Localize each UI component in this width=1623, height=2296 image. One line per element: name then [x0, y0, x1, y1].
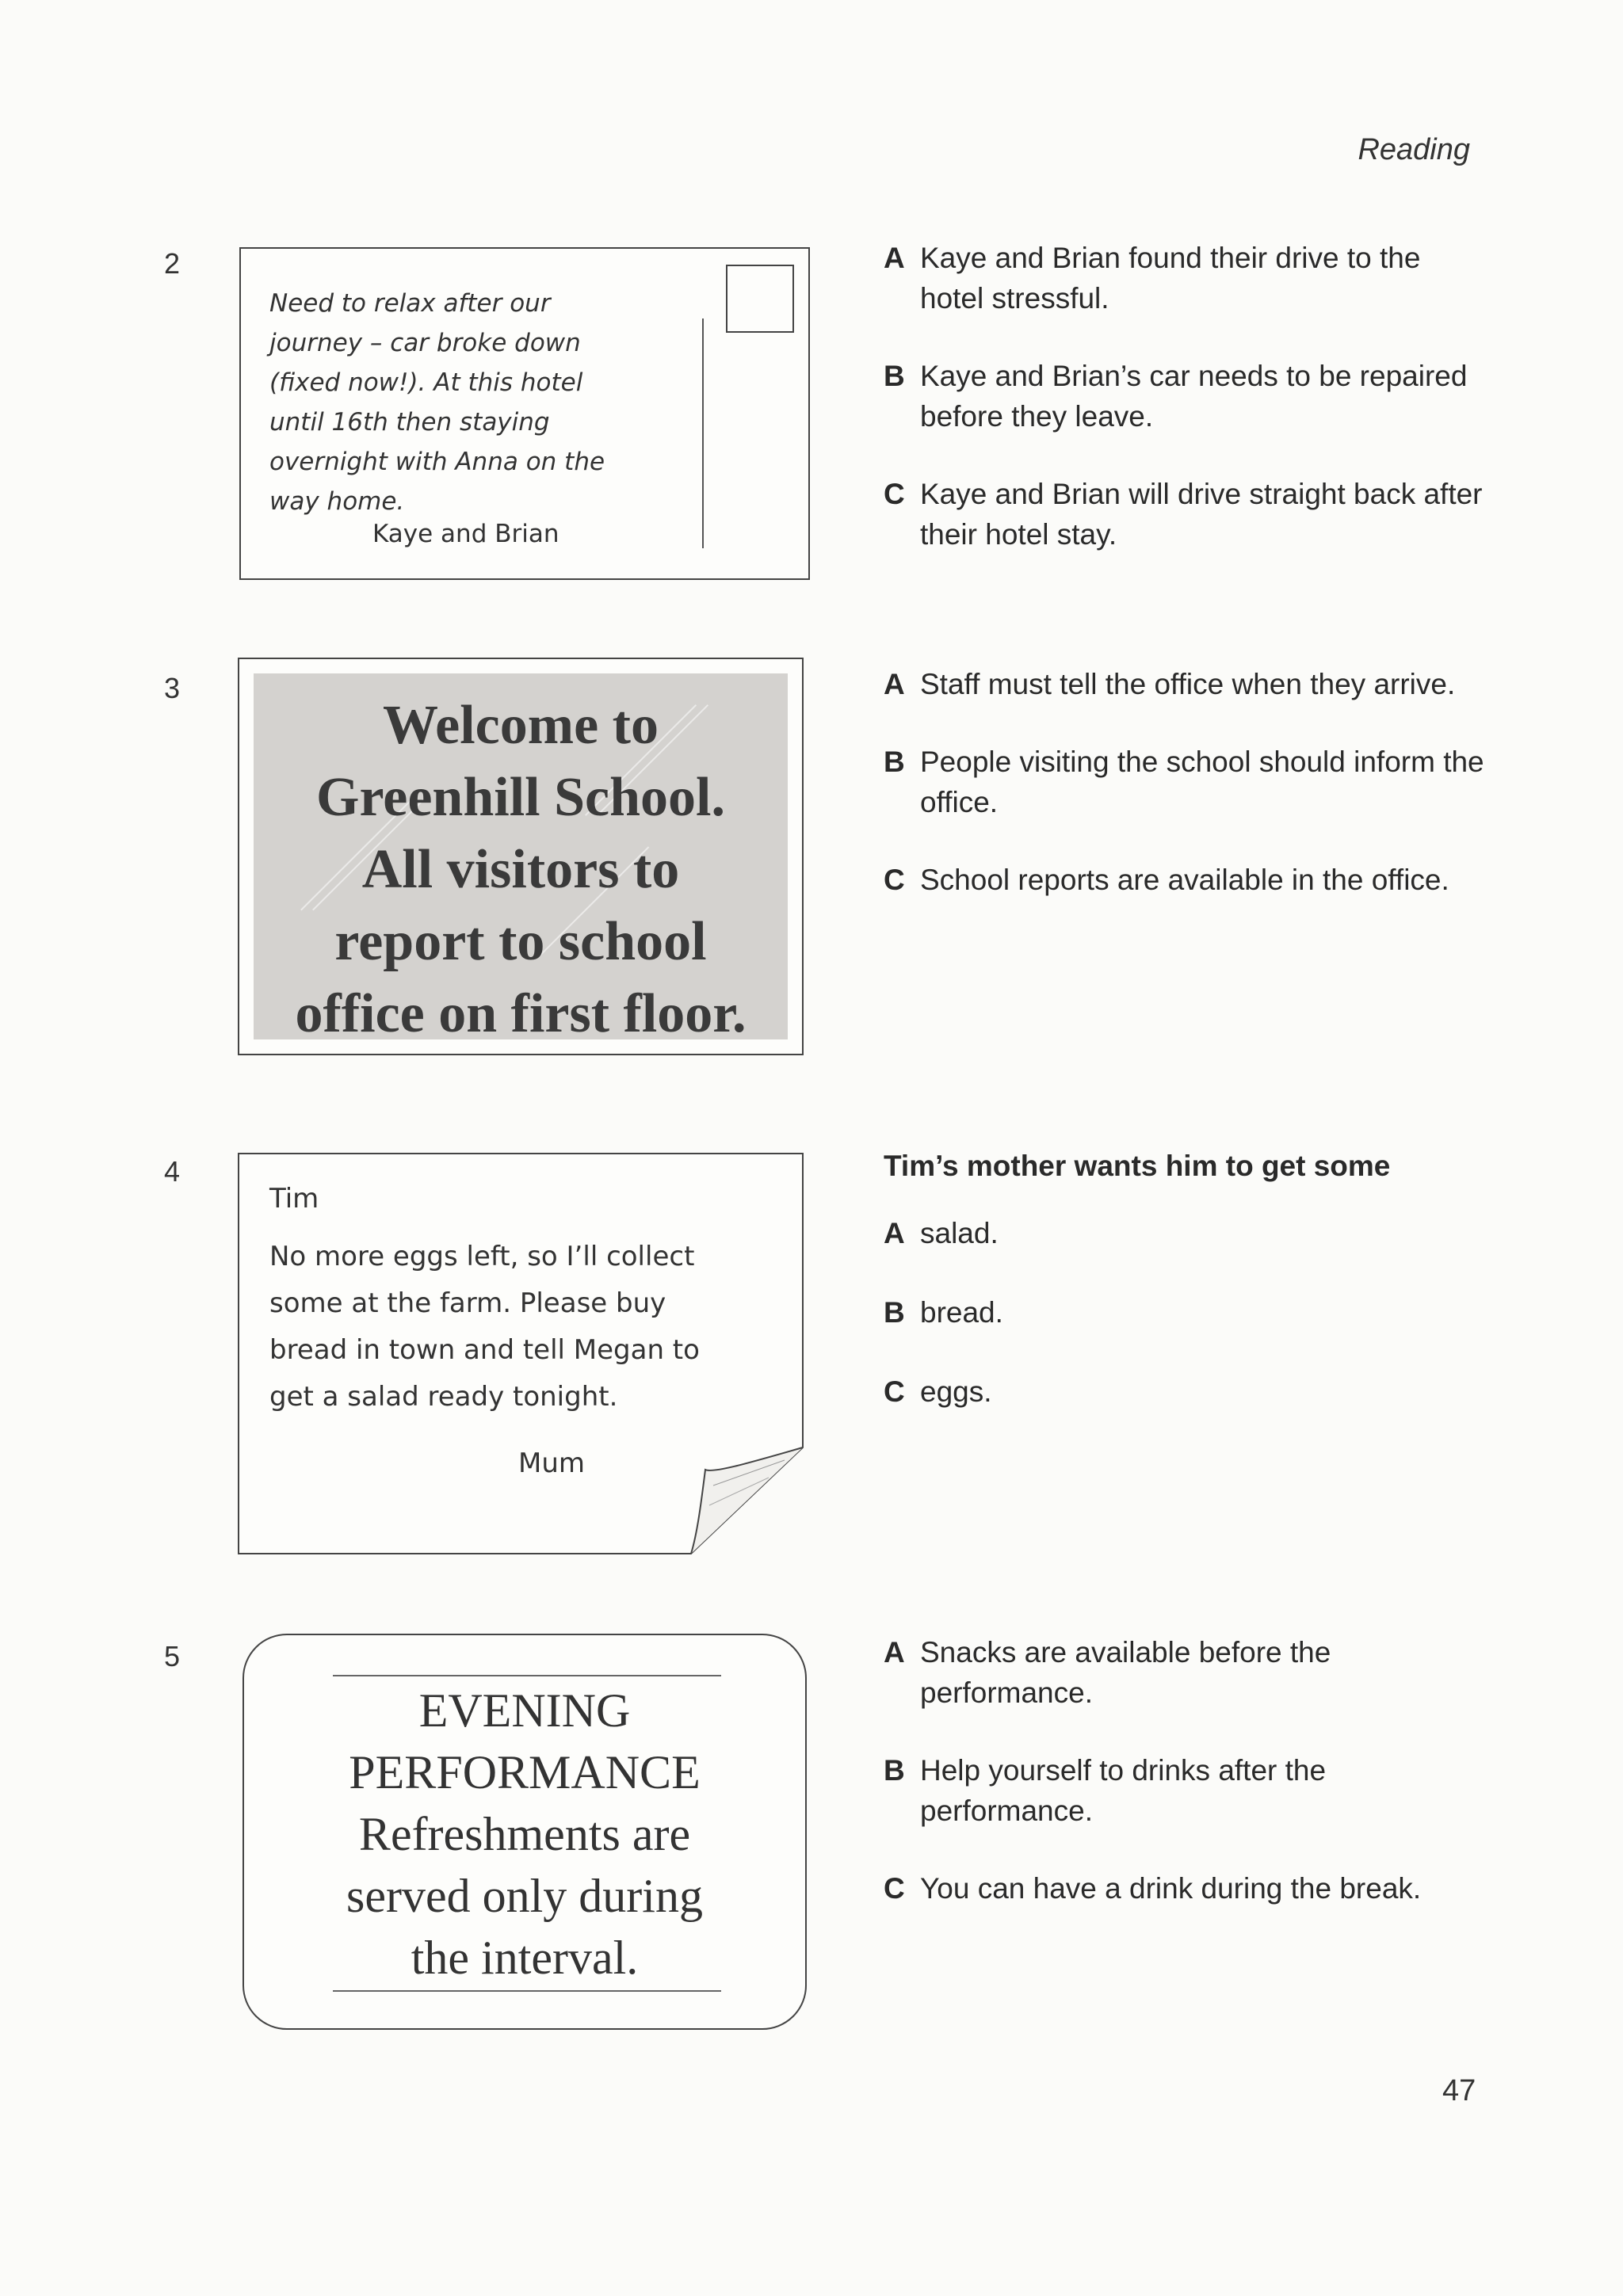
notice-line: Refreshments are — [358, 1808, 691, 1860]
option-letter: B — [884, 1296, 905, 1329]
option-text: You can have a drink during the break. — [920, 1872, 1422, 1905]
option-q2-a[interactable] — [884, 238, 1486, 318]
bottom-rule — [333, 1990, 721, 1992]
note-sender: Mum — [518, 1447, 586, 1479]
option-text: Kaye and Brian will drive straight back after their hotel stay. — [920, 478, 1483, 551]
note-card — [238, 1153, 804, 1555]
question-prompt: Tim’s mother wants him to get some — [884, 1150, 1391, 1182]
notice-line: served only during — [346, 1870, 703, 1922]
postcard-signature: Kaye and Brian — [372, 520, 559, 548]
option-letter: C — [884, 1375, 905, 1408]
sign-line: All visitors to — [361, 839, 680, 900]
option-letter: A — [884, 242, 905, 274]
postcard-line: overnight with Anna on the — [269, 448, 605, 476]
note-message — [269, 1234, 777, 1421]
option-text: Kaye and Brian found their drive to the hotel stressful. — [920, 242, 1421, 315]
stamp-box — [726, 265, 794, 333]
postcard — [239, 247, 810, 580]
postcard-line: until 16th then staying — [269, 408, 550, 437]
option-letter: A — [884, 1217, 905, 1249]
option-text: People visiting the school should inform the office. — [920, 746, 1484, 818]
evening-notice — [242, 1634, 807, 2030]
page-number: 47 — [1442, 2074, 1476, 2107]
option-text: Help yourself to drinks after the performance. — [920, 1754, 1327, 1827]
option-letter: A — [884, 1636, 905, 1669]
option-letter: C — [884, 1872, 905, 1905]
option-text: salad. — [920, 1217, 999, 1249]
notice-line: the interval. — [411, 1932, 639, 1984]
options-q3 — [884, 664, 1486, 937]
option-text: eggs. — [920, 1375, 992, 1408]
postcard-divider — [702, 318, 704, 548]
postcard-line: way home. — [269, 487, 405, 516]
option-q2-b[interactable] — [884, 356, 1486, 437]
sign-line: Welcome to — [383, 695, 659, 756]
option-q3-b[interactable] — [884, 742, 1486, 822]
option-q3-a[interactable] — [884, 664, 1486, 704]
option-text: bread. — [920, 1296, 1003, 1329]
sign-panel — [254, 673, 788, 1044]
option-letter: B — [884, 746, 905, 778]
note-line: No more eggs left, so I’ll collect — [269, 1241, 695, 1272]
option-q5-a[interactable] — [884, 1632, 1486, 1713]
option-text: Kaye and Brian’s car needs to be repaired before they leave. — [920, 360, 1468, 433]
notice-line: EVENING — [418, 1684, 631, 1737]
option-letter: B — [884, 1754, 905, 1787]
question-number-3: 3 — [164, 672, 181, 704]
postcard-message — [269, 284, 650, 521]
option-q5-c[interactable] — [884, 1868, 1486, 1909]
option-q4-c[interactable] — [884, 1371, 1486, 1412]
sign-line: office on first floor. — [295, 983, 747, 1044]
sign-line: report to school — [334, 911, 707, 972]
option-q3-c[interactable] — [884, 860, 1486, 900]
option-letter: C — [884, 864, 905, 896]
notice-text — [244, 1680, 805, 1989]
section-heading: Reading — [1358, 133, 1470, 166]
option-text: School reports are available in the office. — [920, 864, 1449, 896]
question-number-5: 5 — [164, 1640, 181, 1672]
option-q4-b[interactable] — [884, 1292, 1486, 1333]
top-rule — [333, 1675, 721, 1676]
note-line: bread in town and tell Megan to — [269, 1334, 700, 1366]
note-recipient: Tim — [269, 1183, 319, 1215]
sign-text — [254, 689, 788, 1050]
question-number-2: 2 — [164, 247, 181, 280]
school-sign — [238, 658, 804, 1055]
option-letter: A — [884, 668, 905, 700]
question-number-4: 4 — [164, 1155, 181, 1188]
note-line: get a salad ready tonight. — [269, 1381, 618, 1413]
option-q5-b[interactable] — [884, 1750, 1486, 1831]
options-q5 — [884, 1632, 1486, 1946]
options-q4 — [884, 1146, 1486, 1449]
option-letter: B — [884, 360, 905, 392]
postcard-line: journey – car broke down — [269, 329, 581, 357]
postcard-line: (fixed now!). At this hotel — [269, 368, 583, 397]
options-q2 — [884, 238, 1486, 592]
option-letter: C — [884, 478, 905, 510]
sign-line: Greenhill School. — [316, 767, 725, 828]
note-line: some at the farm. Please buy — [269, 1287, 666, 1319]
option-text: Staff must tell the office when they arrive. — [920, 668, 1456, 700]
postcard-line: Need to relax after our — [269, 289, 551, 318]
option-text: Snacks are available before the performance. — [920, 1636, 1331, 1709]
option-q4-a[interactable] — [884, 1213, 1486, 1253]
notice-line: PERFORMANCE — [349, 1746, 701, 1798]
option-q2-c[interactable] — [884, 474, 1486, 555]
